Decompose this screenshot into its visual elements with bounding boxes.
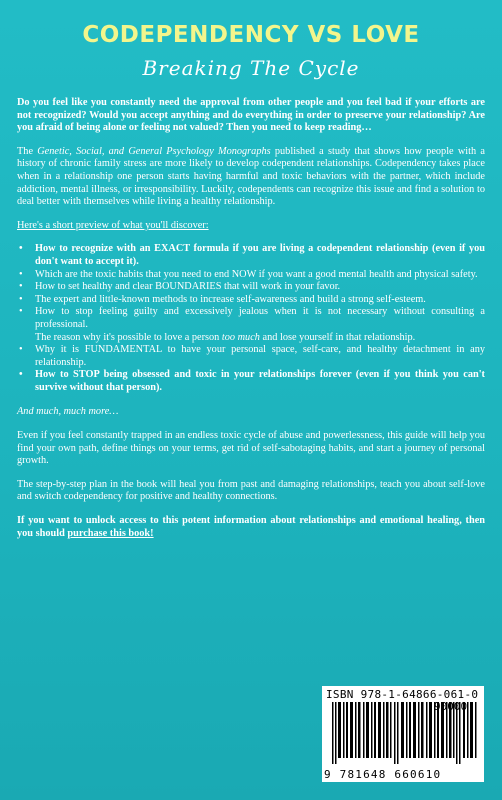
study-pre: The [17, 145, 38, 157]
list-item: • How to STOP being obsessed and toxic in your relationships forever (even if you think you can't survive without that person). [17, 369, 485, 394]
trapped-paragraph: Even if you feel constantly trapped in an endless toxic cycle of abuse and powerlessness, this guide will help you find your own path, define things on your terms, get rid of self-sabotaging habits, and start a journey of personal growth. [17, 430, 485, 467]
cover-subtitle: Breaking The Cycle [142, 56, 360, 80]
isbn-text: ISBN 978-1-64866-061-0 [326, 688, 479, 701]
barcode-digits: 9 781648 660610 [324, 768, 442, 781]
cta-text: If you want to unlock access to this potent information about relationships and emotional healing, then you should [17, 515, 485, 539]
list-item-extra [35, 332, 485, 345]
cover-title: CODEPENDENCY VS LOVE [82, 22, 420, 48]
and-more-text: And much, much more… [17, 406, 119, 418]
study-paragraph [17, 146, 485, 209]
intro-paragraph: Do you feel like you constantly need the approval from other people and you feel bad if your efforts are not recognized? Would you accept anything and do everything in order to preserve your relationship? Are you afraid of being alone or feeling not valued? Then you need to keep reading… [17, 97, 485, 134]
study-post: published a study that shows how people with a history of chronic family stress are more likely to develop codependent relationships. Codependency takes place when in a relationship one person starts having harmful and toxic behaviors with the partner, which include addiction, mental illness, or irresponsibility. Luckily, codependents can recognize this issue and find a solution to deal better with themselves while living a healthy relationship. [17, 145, 485, 208]
list-item: • How to recognize with an EXACT formula if you are living a codependent relationship (even if you don't want to accept it). [17, 243, 485, 268]
list-item: • The expert and little-known methods to increase self-awareness and build a strong self-esteem. [17, 294, 485, 307]
purchase-link[interactable]: purchase this book! [67, 527, 154, 539]
cta-paragraph [17, 515, 485, 540]
list-item: • Which are the toxic habits that you need to end NOW if you want a good mental health and physical safety. [17, 269, 485, 282]
list-item-text: How to stop feeling guilty and excessively jealous when it is not necessary without consulting a professional. [35, 306, 485, 330]
plan-paragraph: The step-by-step plan in the book will heal you from past and damaging relationships, teach you about self-love and switch codependency for positive and healthy connections. [17, 478, 485, 503]
extra-em: too much [221, 331, 260, 343]
journal-name: Genetic, Social, and General Psychology Monographs [37, 145, 271, 157]
barcode-label [322, 686, 484, 782]
blurb [17, 97, 485, 551]
extra-pre: The reason why it's possible to love a person [35, 331, 222, 343]
list-item [17, 306, 485, 344]
extra-post: and lose yourself in that relationship. [259, 331, 416, 343]
list-item: • Why it is FUNDAMENTAL to have your personal space, self-care, and healthy detachment in any relationship. [17, 344, 485, 369]
preview-heading: Here's a short preview of what you'll discover: [17, 219, 209, 231]
list-item: • How to set healthy and clear BOUNDARIES that will work in your favor. [17, 281, 485, 294]
price-code: 90000 [434, 700, 468, 713]
preview-list [17, 243, 485, 394]
